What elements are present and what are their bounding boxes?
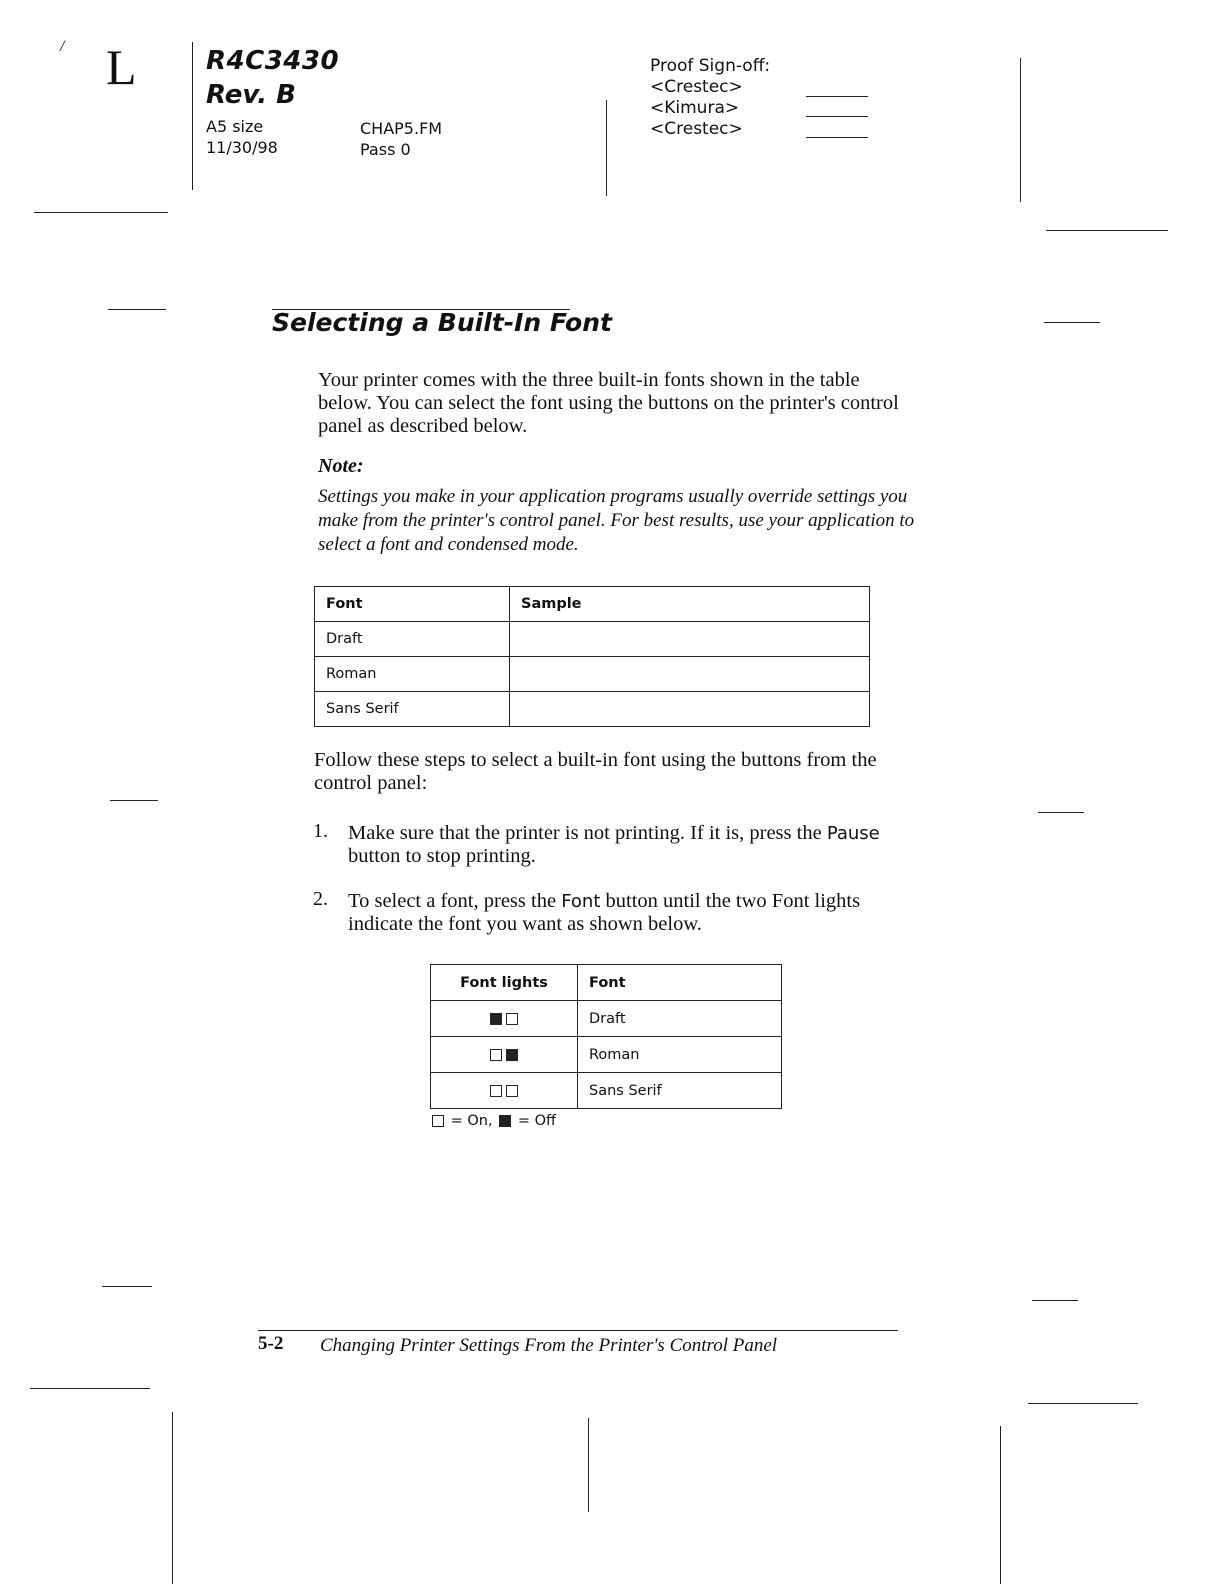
legend-off-icon [499,1115,511,1127]
font-button-label: Font [561,891,601,912]
step-text [348,822,908,868]
table-row [431,1073,782,1109]
doc-code: R4C3430 [206,46,340,76]
crop-mark [1028,1403,1138,1404]
table-header: Font [578,965,782,1001]
table-row [315,692,870,727]
crop-mark [30,1388,150,1389]
crop-mark [1032,1300,1078,1301]
table-cell: Draft [578,1001,782,1037]
crop-mark [1020,58,1021,202]
lights-legend [430,1113,556,1129]
table-header: Font [315,587,510,622]
light-indicators [431,1037,578,1073]
font-lights-table [430,964,782,1109]
table-cell: Roman [578,1037,782,1073]
font-light-indicator [490,1013,502,1025]
light-indicators [431,1001,578,1037]
table-header-row [431,965,782,1001]
filename: CHAP5.FM [360,119,443,138]
corner-letter: L [106,39,137,95]
crop-mark [172,1412,173,1584]
note-text: Settings you make in your application programs usually override settings you make from the printer's control panel. For best results, use your application to select a font and condensed mode. [318,486,915,555]
revision: Rev. B [206,80,296,110]
legend-off-text: = Off [517,1113,556,1129]
pause-button-label: Pause [826,823,880,844]
step-text-after: button until the two Font lights indicate the font you want as shown below. [348,890,861,935]
proof-name: <Kimura> [650,98,740,118]
font-light-indicator [506,1013,518,1025]
signoff-line [806,116,868,117]
page-size: A5 size [206,117,264,136]
table-cell [510,657,870,692]
table-cell: Draft [315,622,510,657]
proof-title: Proof Sign-off: [650,56,771,76]
table-header: Sample [510,587,870,622]
table-row [431,1001,782,1037]
font-light-indicator [506,1085,518,1097]
light-indicators [431,1073,578,1109]
step-text [348,890,908,936]
table-cell [510,692,870,727]
table-header-row [315,587,870,622]
chapter-title: Changing Printer Settings From the Printer's Control Panel [320,1335,778,1356]
intro-paragraph: Your printer comes with the three built-in fonts shown in the table below. You can select the font using the buttons on the printer's control panel as described below. [318,369,899,437]
crop-mark [102,1286,152,1287]
legend-on-icon [432,1115,444,1127]
crop-mark [34,212,168,213]
step-text-after: button to stop printing. [348,845,536,867]
proof-name: <Crestec> [650,77,743,97]
crop-mark [1046,230,1168,231]
crop-mark [1044,322,1100,323]
section-title: Selecting a Built-In Font [272,308,612,337]
step-text-before: Make sure that the printer is not printing. If it is, press the [348,822,822,844]
crop-mark [110,800,158,801]
step-text-before: To select a font, press the [348,890,557,912]
print-date: 11/30/98 [206,138,278,157]
crop-mark [1038,812,1084,813]
table-row [315,622,870,657]
page-number: 5-2 [258,1333,284,1354]
table-cell: Sans Serif [578,1073,782,1109]
font-light-indicator [506,1049,518,1061]
table-cell: Roman [315,657,510,692]
proof-signoff [650,56,770,140]
table-cell: Sans Serif [315,692,510,727]
font-light-indicator [490,1049,502,1061]
crop-mark [588,1418,589,1512]
table-cell [510,622,870,657]
legend-on-text: = On, [450,1113,493,1129]
pass: Pass 0 [360,140,411,159]
corner-mark: / [60,38,65,55]
crop-mark [606,100,607,196]
step-number: 1. [313,820,328,842]
font-light-indicator [490,1085,502,1097]
crop-mark [108,309,166,310]
proof-name: <Crestec> [650,119,743,139]
steps-lead: Follow these steps to select a built-in font using the buttons from the control panel: [314,749,877,794]
signoff-line [806,96,868,97]
note-label: Note: [318,455,364,477]
step-number: 2. [313,888,328,910]
crop-mark [192,42,193,190]
table-header: Font lights [431,965,578,1001]
footer-rule [258,1330,898,1331]
font-table [314,586,870,727]
table-row [431,1037,782,1073]
crop-mark [1000,1426,1001,1584]
signoff-line [806,137,868,138]
table-row [315,657,870,692]
